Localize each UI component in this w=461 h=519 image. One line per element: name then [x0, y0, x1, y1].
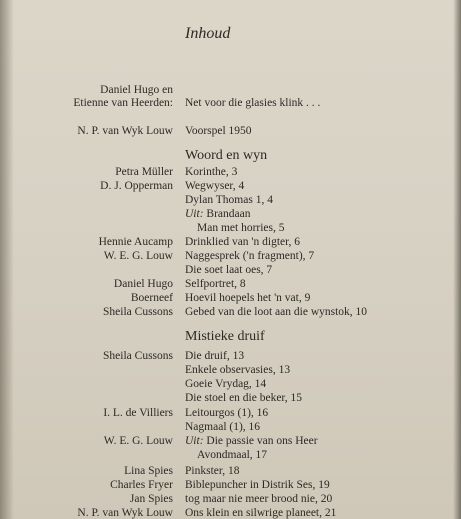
toc-row — [0, 448, 461, 462]
toc-work: Biblepuncher in Distrik Ses, 19 — [185, 479, 330, 491]
toc-row — [0, 221, 461, 235]
toc-work: Man met horries, 5 — [197, 222, 285, 234]
toc-work: Leitourgos (1), 16 — [185, 407, 269, 419]
toc-author: W. E. G. Louw — [103, 435, 173, 447]
toc-author: Daniel Hugo — [113, 278, 173, 290]
toc-row — [0, 506, 461, 519]
toc-author: Jan Spies — [129, 493, 173, 505]
toc-row — [0, 235, 461, 249]
toc-author: Hennie Aucamp — [98, 236, 173, 248]
toc-row — [0, 277, 461, 291]
toc-work: Dylan Thomas 1, 4 — [185, 194, 273, 206]
toc-work: Drinklied van 'n digter, 6 — [185, 236, 300, 248]
toc-row — [0, 420, 461, 434]
toc-work: Gebed van die loot aan die wynstok, 10 — [185, 306, 368, 318]
toc-work: Selfportret, 8 — [185, 278, 246, 290]
toc-author: N. P. van Wyk Louw — [77, 125, 173, 137]
toc-author: Petra Müller — [115, 166, 173, 178]
toc-prefix: Uit: — [185, 435, 204, 447]
toc-work: Nagmaal (1), 16 — [185, 421, 261, 433]
toc-row — [0, 249, 461, 263]
toc-work — [185, 207, 250, 221]
toc-work: Korinthe, 3 — [185, 166, 238, 178]
toc-work: Hoevil hoepels het 'n vat, 9 — [185, 292, 311, 304]
toc-row — [0, 363, 461, 377]
toc-row — [0, 165, 461, 179]
section-heading: Mistieke druif — [185, 329, 265, 344]
toc-work: Wegwyser, 4 — [185, 180, 245, 192]
toc-row — [0, 406, 461, 420]
toc-row — [0, 492, 461, 506]
toc-work: tog maar nie meer brood nie, 20 — [185, 493, 333, 505]
toc-author: W. E. G. Louw — [103, 250, 173, 262]
toc-row — [0, 349, 461, 363]
toc-row — [0, 193, 461, 207]
toc-row — [0, 179, 461, 193]
toc-row — [0, 305, 461, 319]
toc-author: N. P. van Wyk Louw — [77, 507, 173, 519]
toc-author: Boerneef — [130, 292, 173, 304]
toc-row — [0, 96, 461, 110]
toc-row — [0, 263, 461, 277]
toc-row — [0, 464, 461, 478]
toc-author: Charles Fryer — [110, 479, 173, 491]
toc-author: Lina Spies — [124, 465, 173, 477]
toc-work: Ons klein en silwrige planeet, 21 — [185, 507, 337, 519]
toc-author: Sheila Cussons — [103, 306, 173, 318]
toc-row — [0, 434, 461, 448]
toc-work: Naggesprek ('n fragment), 7 — [185, 250, 315, 262]
toc-work: Net voor die glasies klink . . . — [185, 97, 321, 109]
toc-prefix: Uit: — [185, 208, 204, 220]
toc-author: D. J. Opperman — [100, 180, 173, 192]
toc-author: Sheila Cussons — [103, 350, 173, 362]
toc-work: Voorspel 1950 — [185, 125, 252, 137]
toc-work: Die druif, 13 — [185, 350, 245, 362]
toc-work: Pinkster, 18 — [185, 465, 240, 477]
toc-work: Die stoel en die beker, 15 — [185, 392, 303, 404]
toc-row — [0, 377, 461, 391]
toc-row — [0, 207, 461, 221]
toc-row — [0, 291, 461, 305]
toc-row — [0, 478, 461, 492]
toc-work: Die soet laat oes, 7 — [185, 264, 273, 276]
page-title: Inhoud — [185, 25, 231, 42]
toc-work: Goeie Vrydag, 14 — [185, 378, 267, 390]
toc-row — [0, 83, 461, 97]
toc-work-title: Die passie van ons Heer — [203, 435, 318, 447]
toc-row — [0, 124, 461, 138]
toc-work: Avondmaal, 17 — [197, 449, 268, 461]
toc-row — [0, 391, 461, 405]
toc-author: Daniel Hugo en — [100, 84, 173, 96]
toc-author: Etienne van Heerden: — [73, 97, 173, 109]
toc-author: I. L. de Villiers — [103, 407, 173, 419]
toc-work: Enkele observasies, 13 — [185, 364, 291, 376]
toc-work-title: Brandaan — [203, 208, 251, 220]
toc-work — [185, 434, 318, 448]
section-heading: Woord en wyn — [185, 148, 268, 163]
